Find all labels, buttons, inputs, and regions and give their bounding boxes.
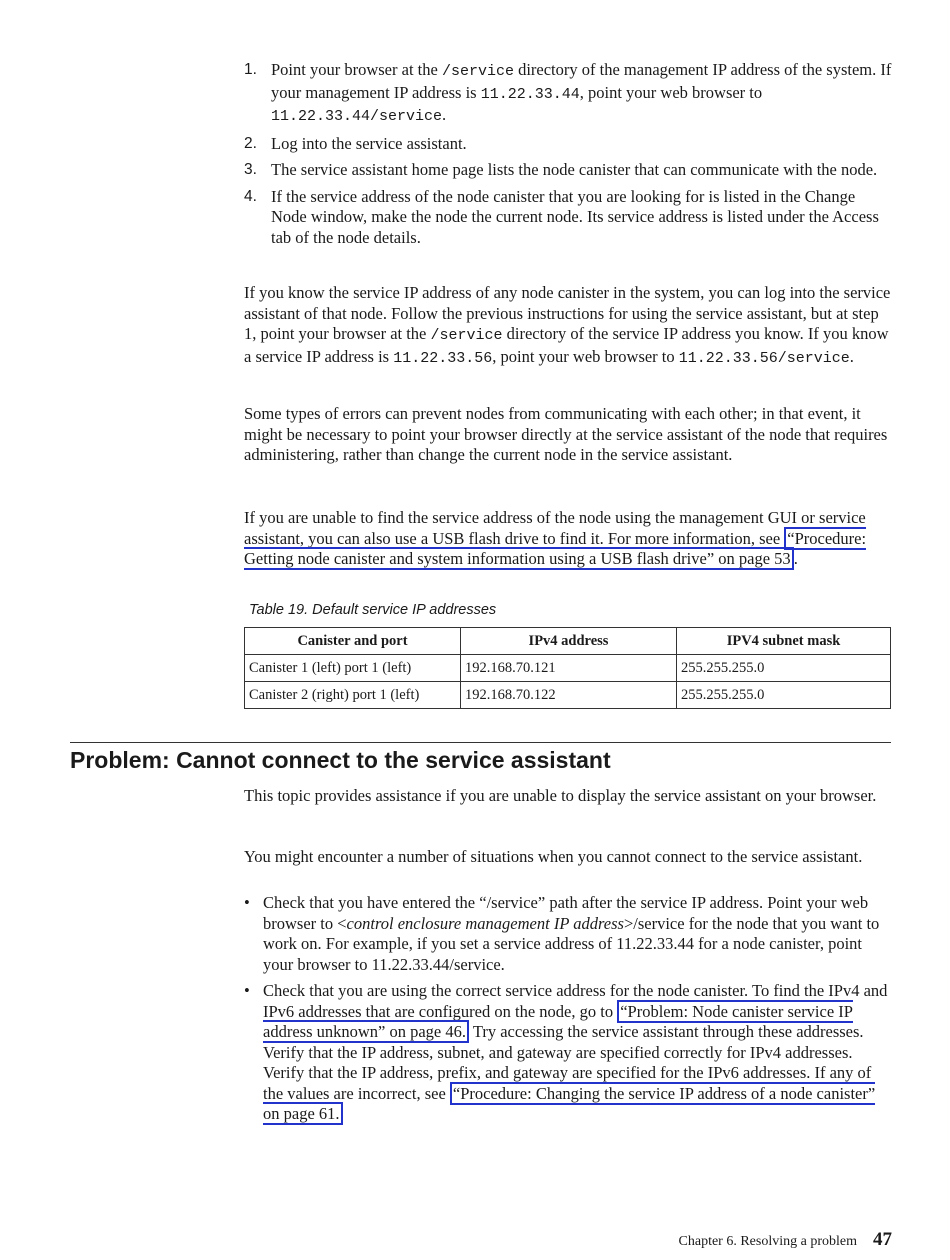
page-number: 47 [873, 1229, 892, 1250]
table-caption: Table 19. Default service IP addresses [249, 602, 497, 618]
table-cell: 255.255.255.0 [677, 655, 891, 682]
step-text: The service assistant home page lists the node canister that can communicate with the node. [271, 160, 878, 179]
code-path: /service [430, 327, 503, 344]
step-number: 4. [244, 187, 257, 205]
placeholder-term: control enclosure management IP address [346, 913, 624, 933]
list-item: • Check that you are using the correct service address for the node canister. To find the IPv4 and IPv6 addresses that are configured on the node, go to “Problem: Node canister service IP address unknown” on page 46. Try accessing the service assistant through these addresses. Verify that the IP address, subnet, and gateway are specified correctly for IPv4 addresses. Verify that the IP address, prefix, and gateway are specified for the IPv6 addresses. If any of the values are incorrect, see “Procedure: Changing the service IP address of a node canister” on page 61. [244, 981, 888, 1123]
code-url: 11.22.33.44/service [271, 108, 443, 125]
bullet-icon: • [244, 981, 250, 1000]
code-ip: 11.22.33.56 [393, 349, 493, 367]
usb-procedure-link[interactable]: “Procedure: Getting node canister and system information using a USB flash drive” on page 53 [244, 528, 867, 568]
step-4 [244, 187, 892, 249]
ip-unknown-link[interactable]: “Problem: Node canister service IP address unknown” on page 46. [263, 1001, 853, 1041]
section-intro: This topic provides assistance if you are unable to display the service assistant on your browser. [244, 786, 877, 805]
section-intro-2: You might encounter a number of situations when you cannot connect to the service assistant. [244, 847, 863, 866]
step-3 [244, 160, 892, 181]
table-header-row [245, 628, 891, 655]
table-row [245, 682, 891, 709]
step-number: 3. [244, 161, 257, 178]
page-footer [679, 1230, 892, 1253]
code-url: 11.22.33.56/service [678, 349, 850, 367]
table-cell: Canister 2 (right) port 1 (left) [245, 682, 461, 709]
table-cell: 192.168.70.122 [461, 682, 677, 709]
step-1: 1. Point your browser at the /service directory of the management IP address of the system. If your management IP address is 11.22.33.44, point your web browser to 11.22.33.44/service. [244, 60, 892, 125]
chapter-title: Chapter 6. Resolving a problem [678, 1234, 857, 1249]
table-cell: Canister 1 (left) port 1 (left) [245, 655, 461, 682]
column-header: Canister and port [245, 628, 461, 655]
section-divider [70, 742, 891, 743]
procedure-steps [244, 60, 892, 254]
step-2 [244, 134, 892, 155]
table-cell: 255.255.255.0 [677, 682, 891, 709]
code-ip: 11.22.33.44 [480, 85, 580, 103]
bullet-icon: • [244, 893, 250, 912]
step-text: Log into the service assistant. [271, 133, 467, 153]
table-row [245, 655, 891, 682]
list-item: • Check that you have entered the “/service” path after the service IP address. Point your web browser to <control enclosure management IP address>/service for the node that you want to work on. For example, if you set a service address of 11.22.33.44 for a node canister, point your browser to 11.22.33.44/service. [244, 893, 880, 974]
column-header: IPV4 subnet mask [677, 628, 891, 655]
step-text: If the service address of the node canister that you are looking for is listed in the Change Node window, make the node the current node. Its service address is listed under the Access tab of the node details. [271, 186, 879, 247]
column-header: IPv4 address [461, 628, 677, 655]
troubleshooting-list [244, 893, 892, 1131]
paragraph-usb: If you are unable to find the service address of the node using the management GUI or service assistant, you can also use a USB flash drive to find it. For more information, see “Procedure: Getting node canister and system information using a USB flash drive” on page 53 . [244, 508, 867, 568]
paragraph-service-ip: If you know the service IP address of any node canister in the system, you can log into the service assistant of that node. Follow the previous instructions for using the service assistant, but at step 1, point your browser at the /service directory of the service IP address you know. If you know a service IP address is 11.22.33.56, point your web browser to 11.22.33.56/service. [244, 283, 891, 367]
paragraph-errors: Some types of errors can prevent nodes from communicating with each other; in that event, it might be necessary to point your browser directly at the service assistant of the node that requires administering, rather than change the current node in the service assistant. [244, 404, 888, 464]
service-ip-table [244, 627, 891, 709]
table-cell: 192.168.70.121 [461, 655, 677, 682]
step-number: 2. [244, 134, 257, 152]
change-service-ip-link[interactable]: “Procedure: Changing the service IP address of a node canister” on page 61. [263, 1083, 876, 1123]
code-path: /service [441, 63, 514, 80]
step-number: 1. [244, 61, 257, 78]
section-heading: Problem: Cannot connect to the service assistant [70, 747, 611, 773]
